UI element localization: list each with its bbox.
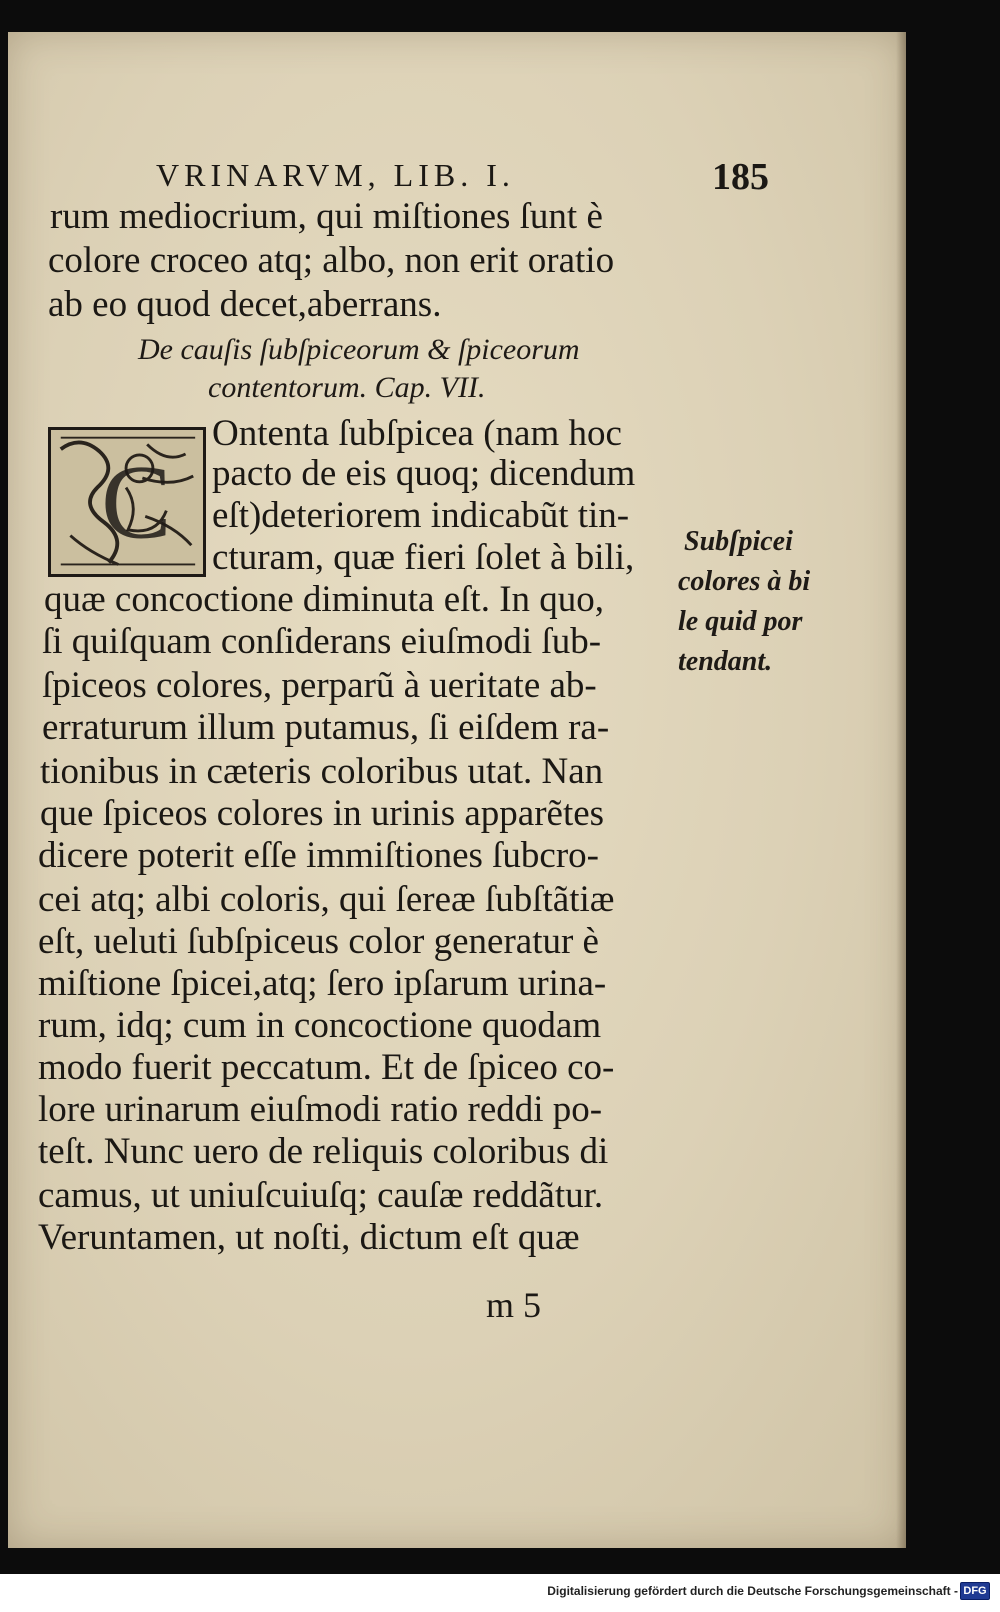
text-line: erraturum illum putamus, ſi eiſdem ra- — [42, 707, 610, 748]
text-line: rum, idq; cum in concoctione quodam — [38, 1005, 602, 1046]
text-line: eſt, ueluti ſubſpiceus color generatur è — [38, 921, 599, 962]
chapter-heading-line: contentorum. Cap. VII. — [208, 371, 486, 404]
text-line: ab eo quod decet,aberrans. — [48, 284, 442, 325]
text-line: ſi quiſquam conſiderans eiuſmodi ſub- — [42, 621, 602, 662]
signature-mark: m 5 — [486, 1285, 542, 1325]
page-number: 185 — [712, 156, 769, 198]
text-line: modo fuerit peccatum. Et de ſpiceo co- — [38, 1047, 615, 1088]
text-line: rum mediocrium, qui miſtiones ſunt è — [50, 196, 603, 237]
text-line: dicere poterit eſſe immiſtiones ſubcro- — [38, 835, 599, 876]
decorated-initial — [48, 427, 206, 577]
text-line: tionibus in cæteris coloribus utat. Nan — [40, 751, 604, 792]
initial-letter: C — [101, 443, 172, 561]
chapter-heading-line: De cauſis ſubſpiceorum & ſpiceorum — [138, 333, 580, 366]
funding-credit: Digitalisierung gefördert durch die Deutsche Forschungsgemeinschaft - — [547, 1584, 958, 1598]
text-line: Veruntamen, ut noſti, dictum eſt quæ — [38, 1217, 580, 1258]
text-line: quæ concoctione diminuta eſt. In quo, — [44, 579, 605, 620]
text-line: teſt. Nunc uero de reliquis coloribus di — [38, 1131, 609, 1172]
text-line: Ontenta ſubſpicea (nam hoc — [212, 413, 622, 454]
text-line: pacto de eis quoq; dicendum — [212, 453, 636, 494]
text-line: que ſpiceos colores in urinis apparẽtes — [40, 793, 605, 834]
decorated-initial-icon — [51, 430, 203, 574]
marginal-note-line: tendant. — [678, 646, 773, 677]
marginal-note-line: colores à bi — [678, 566, 811, 597]
page-edge-shadow — [896, 32, 906, 1548]
footer-bar — [0, 1574, 1000, 1612]
text-line: cei atq; albi coloris, qui ſereæ ſubſtãtiæ — [38, 879, 615, 920]
text-line: miſtione ſpicei,atq; ſero ipſarum urina- — [38, 963, 607, 1004]
marginal-note-line: le quid por — [678, 606, 803, 637]
text-line: colore croceo atq; albo, non erit oratio — [48, 240, 615, 281]
text-line: cturam, quæ fieri ſolet à bili, — [212, 537, 635, 578]
dfg-logo-icon: DFG — [960, 1582, 990, 1600]
text-line: camus, ut uniuſcuiuſq; cauſæ reddãtur. — [38, 1175, 604, 1216]
text-line: eſt)deteriorem indicabũt tin- — [212, 495, 630, 536]
text-line: ſpiceos colores, perparũ à ueritate ab- — [42, 665, 597, 706]
marginal-note-line: Subſpicei — [684, 526, 793, 557]
running-title: VRINARVM, LIB. I. — [156, 157, 515, 193]
text-line: lore urinarum eiuſmodi ratio reddi po- — [38, 1089, 603, 1130]
book-page — [8, 32, 906, 1548]
